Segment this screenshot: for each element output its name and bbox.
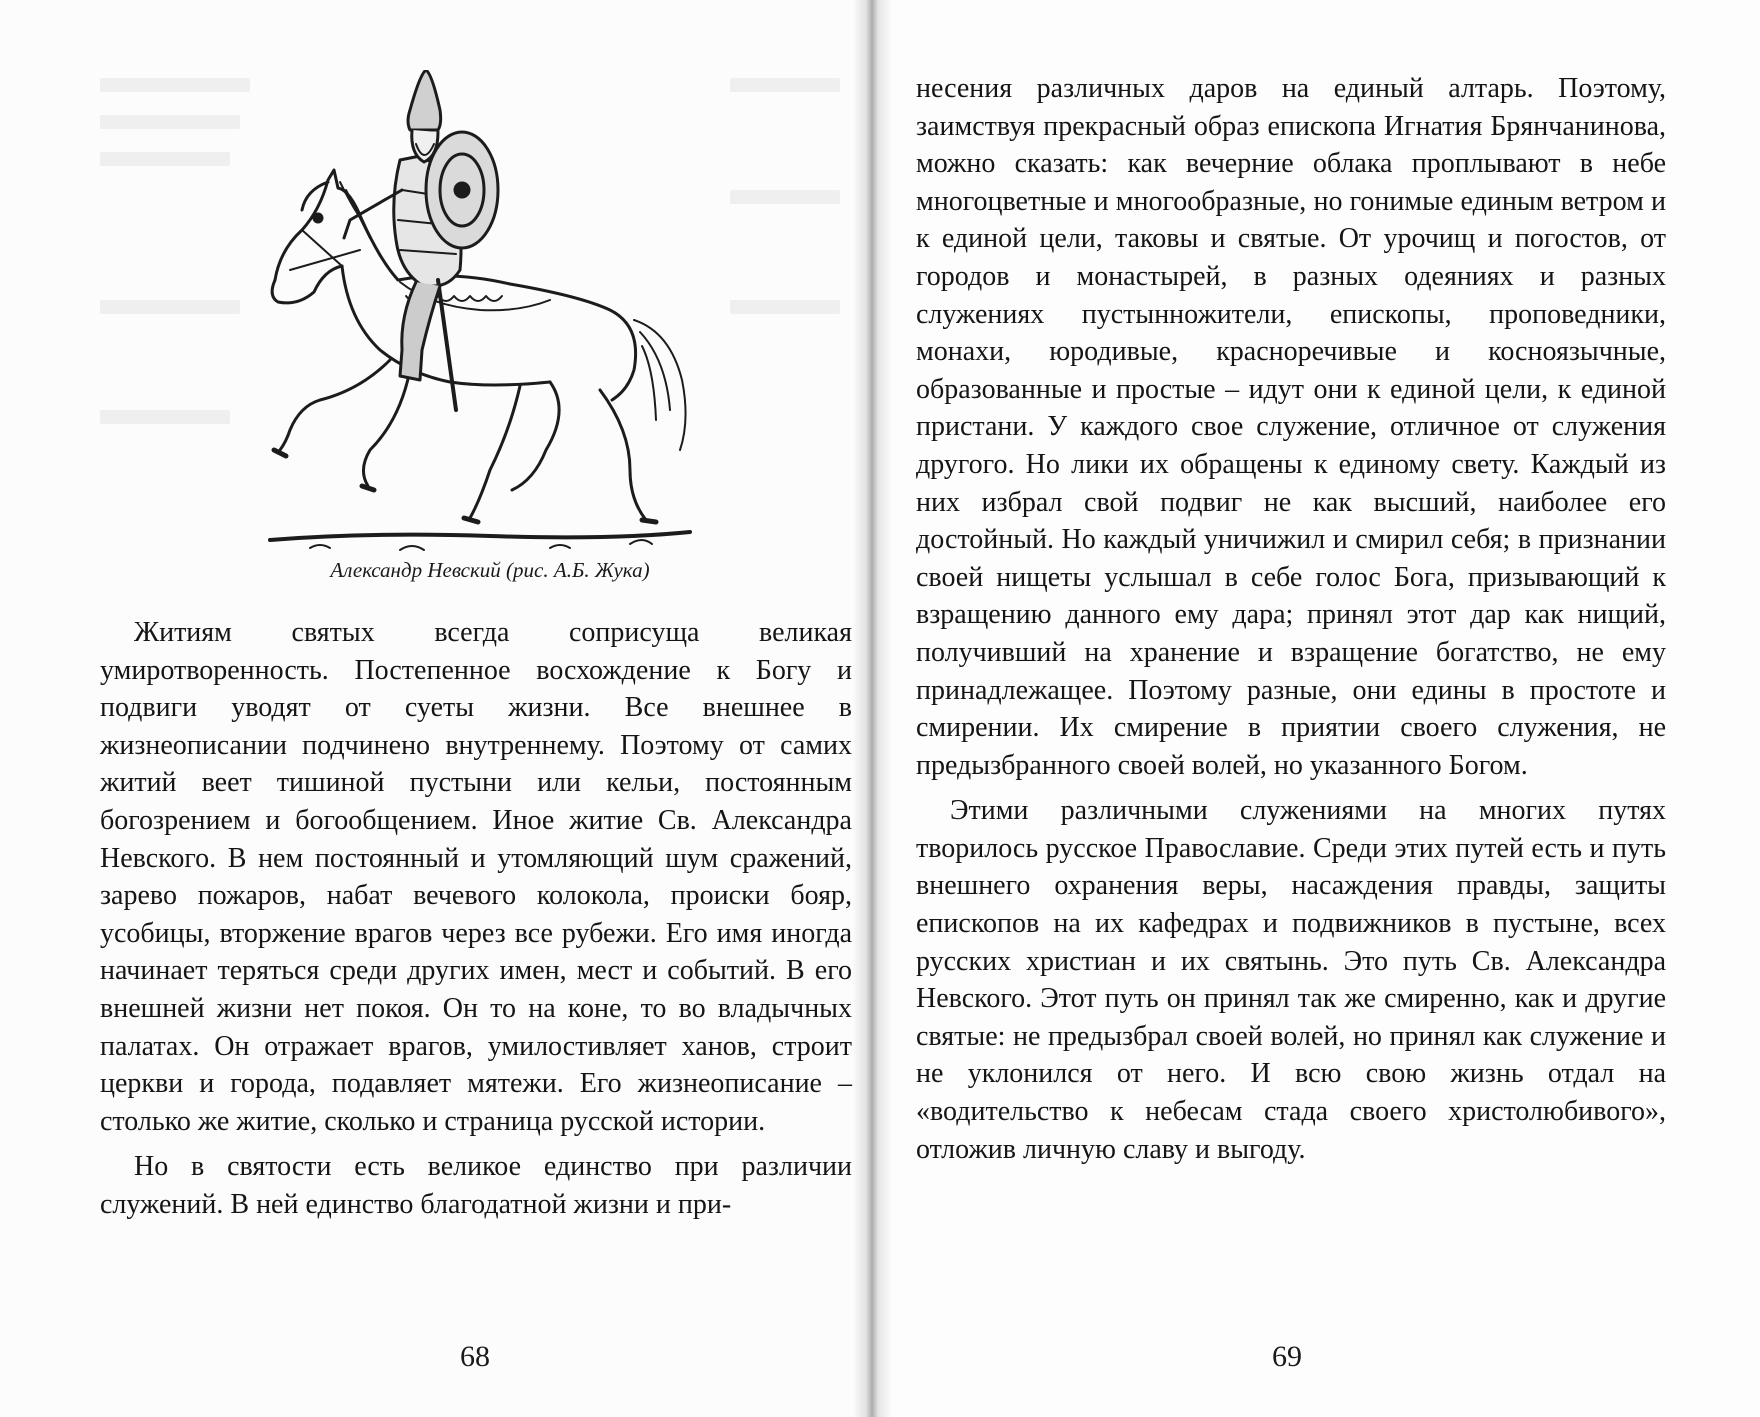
- page-number: 68: [460, 1340, 490, 1373]
- warrior-illustration: [250, 70, 720, 560]
- show-through-line: [100, 152, 230, 166]
- mounted-warrior-drawing: [250, 70, 720, 560]
- book-gutter: [852, 0, 892, 1417]
- show-through-line: [100, 115, 240, 129]
- illustration-caption: Александр Невский (рис. А.Б. Жука): [330, 558, 650, 582]
- page-number: 69: [1272, 1340, 1302, 1373]
- left-body-text: [100, 614, 852, 1224]
- show-through-line: [100, 300, 240, 314]
- paragraph: Но в святости есть великое единство при различии служений. В ней единство благодатной жизни и при-: [100, 1151, 852, 1220]
- show-through-line: [730, 300, 840, 314]
- right-page: [872, 0, 1760, 1417]
- paragraph: Этими различными служениями на многих путях творилось русское Православие. Среди этих путей есть и путь внешнего охранения веры, насаждения правды, защиты епископов на их кафедрах и подвижников в пустыне, всех русских христиан и их святынь. Это путь Св. Александра Невского. Этот путь он принял так же смиренно, как и другие святые: не предызбрал своей волей, но принял как служение и не уклонился от него. И всю свою жизнь отдал на «водительство к небесам стада своего христолюбивого», отложив личную славу и выгоду.: [916, 795, 1666, 1165]
- show-through-line: [730, 78, 840, 92]
- left-page: [0, 0, 868, 1417]
- right-body-text: [916, 70, 1666, 1168]
- show-through-line: [100, 410, 230, 424]
- show-through-line: [100, 78, 250, 92]
- paragraph: Житиям святых всегда соприсуща великая умиротворенность. Постепенное восхождение к Богу и подвиги уводят от суеты жизни. Все внешнее в жизнеописании подчинено внутреннему. Поэтому от самих житий веет тишиной пустыни или кельи, постоянным богозрением и богообщением. Иное житие Св. Александра Невского. В нем постоянный и утомляющий шум сражений, зарево пожаров, набат вечевого колокола, происки бояр, усобицы, вторжение врагов через все рубежи. Его имя иногда начинает теряться среди других имен, мест и событий. В его внешней жизни нет покоя. Он то на коне, то во владычных палатах. Он отражает врагов, умилостивляет ханов, строит церкви и города, подавляет мятежи. Его жизнеописание – столько же житие, сколько и страница русской истории.: [100, 617, 852, 1137]
- show-through-line: [730, 190, 840, 204]
- paragraph: несения различных даров на единый алтарь. Поэтому, заимствуя прекрасный образ епископа Игнатия Брянчанинова, можно сказать: как вечерние облака проплывают в небе многоцветные и многообразные, но гонимые единым ветром и к единой цели, таковы и святые. От урочищ и погостов, от городов и монастырей, в разных одеяниях и разных служениях пустынножители, епископы, проповедники, монахи, юродивые, красноречивые и косноязычные, образованные и простые – идут они к единой цели, к единой пристани. У каждого свое служение, отличное от служения другого. Но лики их обращены к единому свету. Каждый из них избрал свой подвиг не как высший, наиболее его достойный. Но каждый уничижил и смирил себя; в признании своей нищеты услышал в себе голос Бога, призывающий к взращению данного ему дара; принял этот дар как нищий, получивший на хранение и взращение богатство, не ему принадлежащее. Поэтому разные, они едины в простоте и смирении. Их смирение в приятии своего служения, не предызбранного своей волей, но указанного Богом.: [916, 73, 1666, 781]
